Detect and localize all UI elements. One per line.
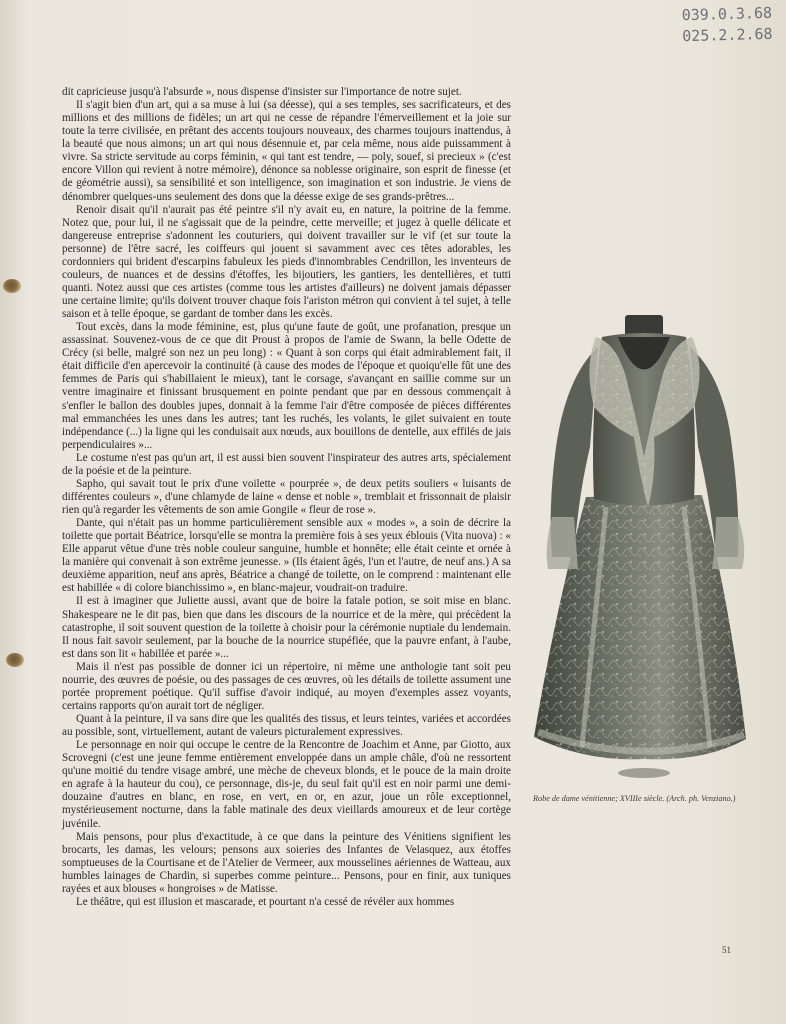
binding-hole-lower	[6, 653, 24, 667]
article-text-column	[62, 86, 511, 909]
paragraph: Mais il n'est pas possible de donner ici un répertoire, ni même une anthologie tant soit peu nourrie, des œuvres de poésie, ou des passages de ces œuvres, où les détails de toilette assument une portée proprement poétique. Qu'il suffise d'avoir indiqué, au moyen d'exemples assez voyants, certains rapports qu'on aurait tort de négliger.	[62, 660, 511, 712]
paragraph: Sapho, qui savait tout le prix d'une voilette « pourprée », de deux petits souliers « luisants de différentes couleurs », d'une chlamyde de laine « dense et noble », tremblait et frissonnait de plaisir rien qu'à regarder les vêtements de son amie Gongile « fleur de rose ».	[62, 477, 511, 516]
paragraph: Dante, qui n'était pas un homme particulièrement sensible aux « modes », a soin de décrire la toilette que portait Béatrice, lorsqu'elle se montra la première fois à ses yeux éblouis (Vita nuova) : « Elle apparut vêtue d'une très noble couleur sanguine, humble et honnête; elle était ceinte et ornée à la manière qui convenait à son extrême jeunesse. » (Ils étaient âgés, l'un et l'autre, de neuf ans.) A sa deuxième apparition, neuf ans après, Béatrice a changé de toilette, on le comprend : maintenant elle est habillée « di colore bianchissimo », en blanc-majeur, voudrait-on traduire.	[62, 517, 511, 595]
paragraph: Tout excès, dans la mode féminine, est, plus qu'une faute de goût, une profanation, presque un assassinat. Souvenez-vous de ce que dit Proust à propos de l'amie de Swann, la belle Odette de Crécy (si belle, malgré son nez un peu long) : « Quant à son corps qui était admirablement fait, il était difficile d'en apercevoir la continuité (à cause des modes de l'époque et quoiqu'elle fût une des femmes de Paris qui s'habillaient le mieux), tant le corsage, s'avançant en saillie comme sur un ventre imaginaire et finissant brusquement en pointe pendant que par en dessous commençait à s'enfler le ballon des doubles jupes, donnait à la femme l'air d'être composée de pièces différentes mal emmanchées les unes dans les autres; tant les ruchés, les volants, le gilet suivaient en toute indépendance (...) la ligne qui les conduisait aux nœuds, aux bouillons de dentelle, aux effilés de jais perpendiculaires »...	[62, 321, 511, 451]
paragraph: Quant à la peinture, il va sans dire que les qualités des tissus, et leurs teintes, variées et accordées au possible, sont, virtuellement, autant de valeurs picturalement expressives.	[62, 713, 511, 739]
photo-caption: Robe de dame vénitienne; XVIIIe siècle. (Arch. ph. Venziano.)	[533, 794, 736, 803]
paragraph: Renoir disait qu'il n'aurait pas été peintre s'il n'y avait eu, en nature, la poitrine de la femme. Notez que, pour lui, il ne s'agissait que de la peindre, cette merveille; et jugez à quelle délicate et dangereuse entreprise s'adonnent les couturiers, qui doivent travailler sur le vif (et sur toute la personne) de l'être sacré, les coiffeurs qui jouent si savamment avec ces têtes adorables, les cordonniers qui brident d'escarpins fabuleux les pieds d'innombrables Cendrillon, les inventeurs de couleurs, de nuances et de dessins d'étoffes, les bijoutiers, les gantiers, les dentellières, et tutti quanti. Notez aussi que ces artistes (comme tous les artistes d'ailleurs) ne doivent jamais dépasser une certaine limite; qu'ils doivent trouver chaque fois l'ariston métron qui convient à tel sujet, à telle saison et à telle époque, se gardant de tomber dans les excès.	[62, 203, 511, 321]
page-number: 51	[722, 945, 731, 955]
paragraph: Il s'agit bien d'un art, qui a sa muse à lui (sa déesse), qui a ses temples, ses sacrificateurs, et des millions et des millions de fidèles; un art qui ne cesse de répandre l'émerveillement et la joie sur toute la terre civilisée, en prêtant des accents toujours nouveaux, des charmes toujours inattendus, à la beauté que nous aimons; un art qui nous désennuie et, par cela même, nous aide puissamment à vivre. Sa stricte servitude au corps féminin, « qui tant est tendre, — poly, souef, si precieux » (c'est encore Villon qui revient à notre mémoire), dénonce sa noblesse originaire, son esprit de finesse (et de géométrie aussi), sa sensibilité et son intelligence, son imagination et son industrie. Je viens de dénombrer quelques-uns seulement des dons que la déesse exige de ses grands-prêtres...	[62, 99, 511, 203]
paragraph: Il est à imaginer que Juliette aussi, avant que de boire la fatale potion, se soit mise en blanc. Shakespeare ne le dit pas, bien que dans les discours de la nourrice et de la mère, qui précèdent la catastrophe, il soit souvent question de la toilette à choisir pour la cérémonie nuptiale du lendemain. Il nous fait savoir seulement, par la bouche de la nourrice stupéfiée, que la pauvre enfant, à l'aube, est dans son lit « habillée et parée »...	[62, 595, 511, 660]
archive-stamp	[681, 3, 772, 47]
paragraph: Mais pensons, pour plus d'exactitude, à ce que dans la peinture des Vénitiens signifient les brocarts, les damas, les velours; pensons aux soieries des Infantes de Velasquez, aux étoffes somptueuses de la Courtisane et de l'Atelier de Vermeer, aux mousselines aériennes de Watteau, aux humbles lainages de Chardin, si superbes comme peinture... Pensons, pour en finir, aux tuniques rayées et aux blouses « hongroises » de Matisse.	[62, 830, 511, 895]
paragraph: Le théâtre, qui est illusion et mascarade, et pourtant n'a cessé de révéler aux hommes	[76, 895, 455, 908]
venetian-dress-photo	[526, 307, 754, 783]
paragraph: Le personnage en noir qui occupe le centre de la Rencontre de Joachim et Anne, par Giotto, aux Scrovegni (c'est une jeune femme entièrement enveloppée dans un ample châle, d'où ne ressortent qu'une moitié du tendre visage ambré, une mèche de cheveux blonds, et le pouce de la main droite en agrafe à la hauteur du cou), ce personnage, dis-je, du seul fait qu'il est en noir parmi une demi-douzaine d'autres en blanc, en rose, en vert, en or, en azur, joue un rôle exceptionnel, mystérieusement nocturne, dans la fable matinale des deux vieillards amoureux et de leur cortège juvénile.	[62, 739, 511, 830]
archive-stamp-line-1: 039.0.3.68	[681, 3, 772, 25]
paragraph: Le costume n'est pas qu'un art, il est aussi bien souvent l'inspirateur des autres arts, spécialement de la poésie et de la peinture.	[62, 451, 511, 477]
binding-hole-upper	[3, 279, 21, 293]
paragraph: dit capricieuse jusqu'à l'absurde », nous dispense d'insister sur l'importance de notre sujet.	[62, 86, 462, 98]
archive-stamp-line-2: 025.2.2.68	[681, 24, 773, 46]
